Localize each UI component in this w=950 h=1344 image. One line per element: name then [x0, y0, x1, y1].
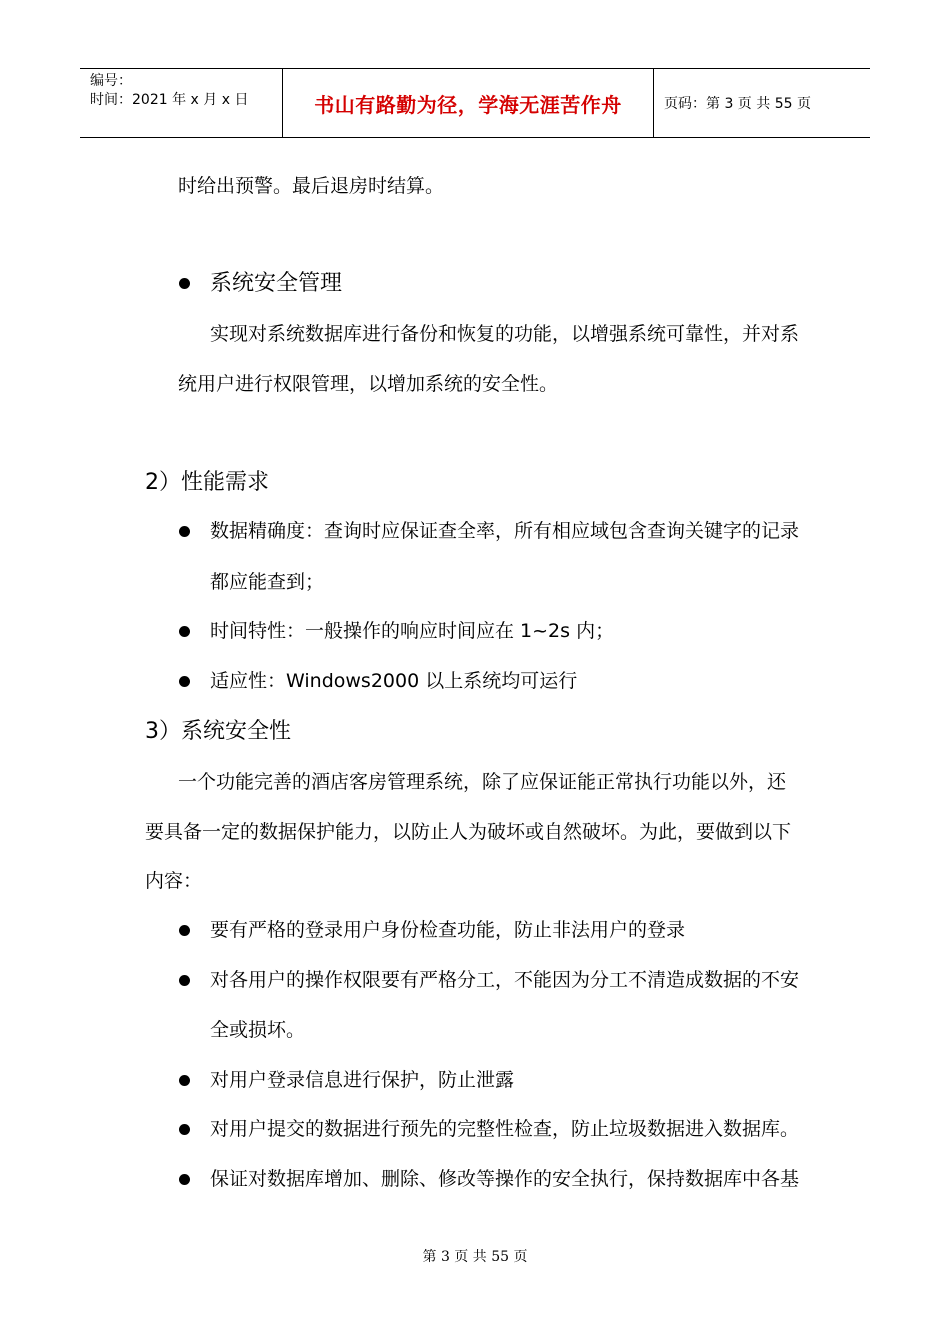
security-mgmt-line: 统用户进行权限管理，以增加系统的安全性。: [178, 373, 559, 395]
security-item: 对用户提交的数据进行预先的完整性检查，防止垃圾数据进入数据库。: [210, 1118, 800, 1140]
document-number-label: 编号：: [90, 73, 132, 89]
security-item: 对用户登录信息进行保护，防止泄露: [210, 1069, 515, 1091]
header-motto: 书山有路勤为径，学海无涯苦作舟: [283, 69, 654, 137]
bullet-icon: [179, 975, 190, 986]
document-date: 时间：2021 年 x 月 x 日: [90, 92, 249, 108]
system-security-para: 一个功能完善的酒店客房管理系统，除了应保证能正常执行功能以外，还: [178, 771, 787, 793]
bullet-icon: [179, 278, 190, 289]
security-item: 保证对数据库增加、删除、修改等操作的安全执行，保持数据库中各基: [210, 1168, 800, 1190]
bullet-icon: [179, 676, 190, 687]
security-item: 要有严格的登录用户身份检查功能，防止非法用户的登录: [210, 919, 686, 941]
page-header: [80, 68, 870, 138]
system-security-para: 内容：: [145, 870, 203, 892]
security-item: 对各用户的操作权限要有严格分工，不能因为分工不清造成数据的不安: [210, 969, 800, 991]
header-meta: [80, 69, 283, 137]
performance-item: 适应性：Windows2000 以上系统均可运行: [210, 670, 578, 692]
bullet-icon: [179, 925, 190, 936]
header-page-info: 页码：第 3 页 共 55 页: [664, 96, 811, 112]
security-mgmt-line: 实现对系统数据库进行备份和恢复的功能，以增强系统可靠性，并对系: [210, 323, 800, 345]
bullet-icon: [179, 1124, 190, 1135]
page-footer: 第 3 页 共 55 页: [422, 1249, 528, 1265]
paragraph-continuation: 时给出预警。最后退房时结算。: [178, 175, 445, 197]
section-heading-system-security: 3）系统安全性: [145, 719, 291, 744]
bullet-icon: [179, 626, 190, 637]
performance-item-cont: 都应能查到；: [210, 571, 325, 593]
bullet-icon: [179, 526, 190, 537]
section-title-security-mgmt: 系统安全管理: [210, 271, 343, 296]
bullet-icon: [179, 1174, 190, 1185]
bullet-icon: [179, 1075, 190, 1086]
section-heading-performance: 2）性能需求: [145, 470, 269, 495]
performance-item: 时间特性：一般操作的响应时间应在 1~2s 内；: [210, 620, 615, 642]
performance-item: 数据精确度：查询时应保证查全率，所有相应域包含查询关键字的记录: [210, 520, 800, 542]
security-item-cont: 全或损坏。: [210, 1019, 306, 1041]
system-security-para: 要具备一定的数据保护能力，以防止人为破坏或自然破坏。为此，要做到以下: [145, 821, 792, 843]
